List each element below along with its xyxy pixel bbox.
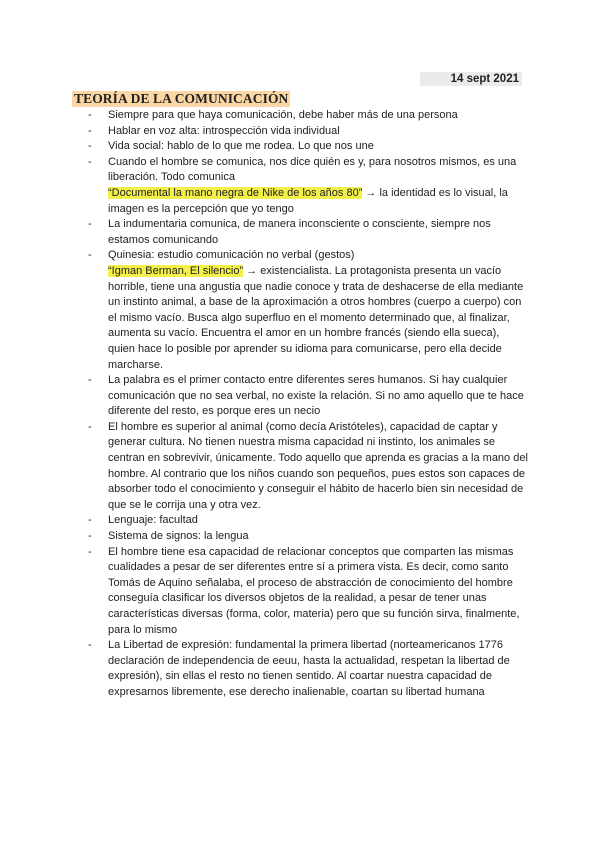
document-title: TEORÍA DE LA COMUNICACIÓN — [74, 91, 289, 106]
list-item: - La palabra es el primer contacto entre diferentes seres humanos. Si hay cualquier comunicación que no sea verbal, no existe la relación. Si no amo aquello que te hace diferente del resto, es porque eres un necio — [88, 373, 528, 420]
highlighted-reference: “Igman Berman, El silencio” — [108, 264, 244, 277]
bullet-list — [88, 108, 528, 701]
list-item: - Lenguaje: facultad — [88, 513, 528, 529]
list-item: - Sistema de signos: la lengua — [88, 529, 528, 545]
list-item: - Vida social: hablo de lo que me rodea. Lo que nos une — [88, 139, 528, 155]
list-item: - El hombre es superior al animal (como decía Aristóteles), capacidad de captar y generar cultura. No tienen nuestra misma capacidad ni instinto, los animales se centran en sobrevivir, únicamente. Todo aquello que aprenda es gracias a la mano del hombre. Al contrario que los niños cuando son pequeños, pues estos son capaces de absorber todo el conocimiento y conseguir el hábito de hacerlo bien sin necesidad de que se le corrija una y otra vez. — [88, 420, 528, 514]
list-item: - El hombre tiene esa capacidad de relacionar conceptos que comparten las mismas cualidades a pesar de ser diferentes entre sí a primera vista. Es decir, como santo Tomás de Aquino señalaba, el proceso de abstracción de conocimiento del hombre conseguía clasificar los diversos objetos de la realidad, a pesar de tener unas características diversas (forma, color, materia) pero que su función sirva, finalmente, para lo mismo — [88, 545, 528, 639]
list-item: - Siempre para que haya comunicación, debe haber más de una persona — [88, 108, 528, 124]
list-item: - Hablar en voz alta: introspección vida individual — [88, 124, 528, 140]
highlighted-reference: “Documental la mano negra de Nike de los años 80” — [108, 186, 363, 199]
list-item: - La Libertad de expresión: fundamental la primera libertad (norteamericanos 1776 declaración de independencia de eeuu, hasta la actualidad, respetan la libertad de expresión), sin ellas el resto no tienen sentido. Al coartar nuestra capacidad de expresarnos libremente, ese derecho inalienable, coartan su libertad humana — [88, 638, 528, 700]
list-item: - Cuando el hombre se comunica, nos dice quién es y, para nosotros mismos, es una liberación. Todo comunica “Documental la mano negra de Nike de los años 80” → la identidad es lo visual, la imagen es la percepción que yo tengo — [88, 155, 528, 217]
list-item: - La indumentaria comunica, de manera inconsciente o consciente, siempre nos estamos comunicando — [88, 217, 528, 248]
document-date: 14 sept 2021 — [420, 72, 522, 86]
list-item: - Quinesia: estudio comunicación no verbal (gestos) “Igman Berman, El silencio” → existencialista. La protagonista presenta un vacío horrible, tiene una angustia que nadie conoce y trata de deshacerse de ella mediante un instinto animal, a base de la aproximación a otros hombres (cuerpo a cuerpo) con el mismo vacío. Busca algo superfluo en el momento determinado que, al finalizar, aumenta su vacío. Encuentra el amor en un hombre francés (siendo ella sueca), quien hace lo posible por aprender su idioma para comunicarse, pero ella decide marcharse. — [88, 248, 528, 373]
